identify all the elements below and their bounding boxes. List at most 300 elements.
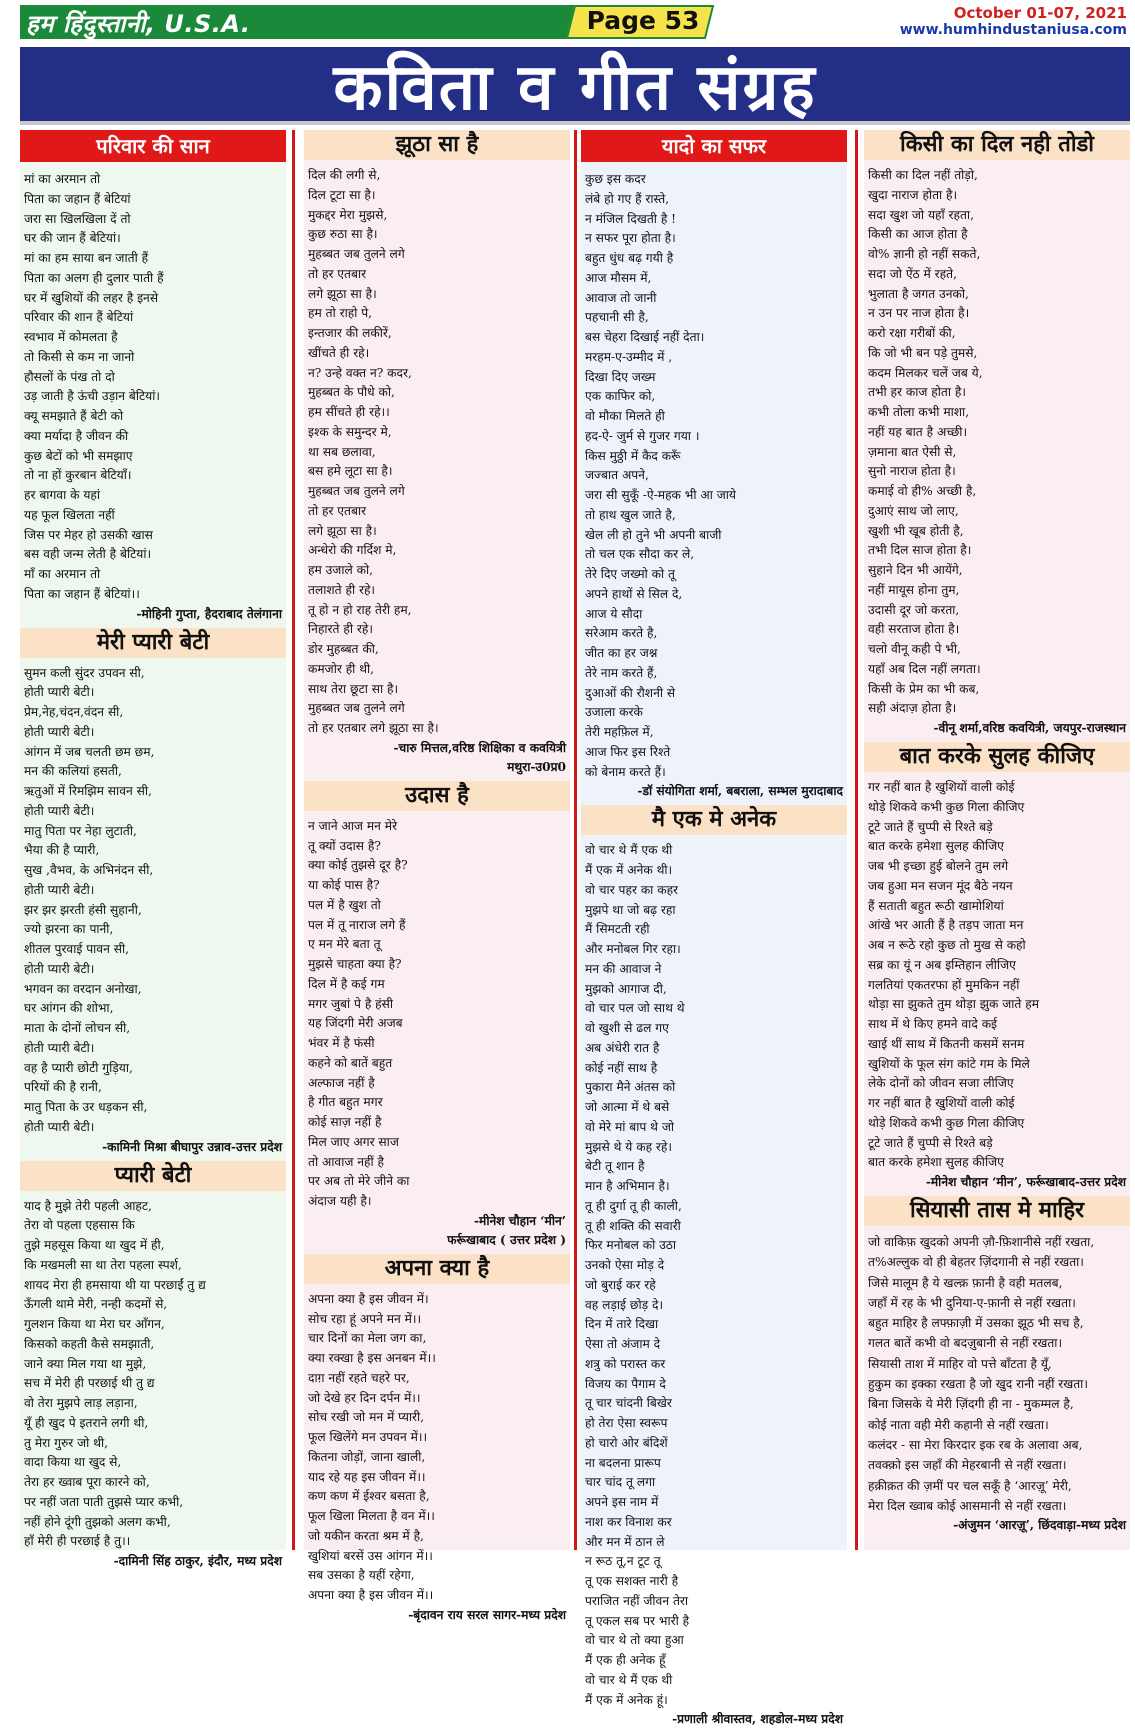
poem-line: वो मेरे मां बाप थे जो (585, 1119, 675, 1134)
poem-line: उड़ जाती है ऊंची उड़ान बेटियां। (24, 389, 161, 404)
poem-line: मुझसे चाहता क्या है? (308, 957, 402, 971)
poem-body (20, 1197, 286, 1553)
poem-line: चलो वीनू कही पे भी, (868, 642, 961, 656)
poem-line: तू ही शक्ति की सवारी (585, 1218, 681, 1233)
poem-body (864, 166, 1130, 719)
poem-line: अन्धेरो की गर्दिश मे, (308, 543, 397, 558)
poem-line: अपने हाथों से सिल दे, (585, 586, 683, 601)
poem-line: जीत का हर जश्न (585, 646, 658, 660)
poem-line: जज्बात अपने, (585, 468, 649, 483)
poem-line: फूल खिला मिलता है वन में।। (308, 1509, 435, 1523)
poem-line: गलत बातें कभी वो बदज़ुबानी से नहीं रखता। (868, 1336, 1063, 1351)
poem-line: बस हमे लूटा सा है। (308, 464, 393, 479)
poem-line: उदासी दूर जो करता, (868, 602, 960, 617)
poem-line: प्रेम,नेह,चंदन,वंदन सी, (24, 705, 124, 719)
poem-credit-place: फर्रूखाबाद ( उत्तर प्रदेश ) (447, 1232, 566, 1247)
poem-line: तू क्यों उदास है? (308, 838, 381, 853)
poem-line: कभी तोला कभी माशा, (868, 405, 970, 419)
poem-line: नहीं यह बात है अच्छी। (868, 424, 968, 439)
poem-line: गर नहीं बात है खुशियों वाली कोई (868, 1096, 1015, 1110)
poem-line: सुहाने दिन भी आयेंगे, (868, 563, 963, 577)
poem-line: तो चल एक सौदा कर ले, (585, 547, 695, 562)
poem-line: होती प्यारी बेटी। (24, 685, 95, 700)
poem-line: यह फूल खिलता नहीं (24, 507, 115, 522)
poem-line: तू एकल सब पर भारी है (585, 1613, 690, 1628)
poem-line: दिल की लगी से, (308, 168, 381, 182)
poem-line: हद-ऐ- जुर्म से गुजर गया । (585, 428, 700, 443)
poem-line: लगे झूठा सा है। (308, 523, 377, 538)
poem-line: होती प्यारी बेटी। (24, 1040, 95, 1055)
poem-line: सोच रखी जो मन में प्यारी, (308, 1410, 425, 1425)
poem-line: बहुत माहिर है लफ्फ़ाज़ी में उसका झूठ भी सच है, (868, 1316, 1084, 1331)
poem-line: न सफर पूरा होता है। (585, 231, 676, 246)
poem-line: खाई थीं साथ में कितनी कसमें सनम (868, 1036, 1025, 1051)
poem-line: दुआओं की रौशनी से (585, 685, 676, 700)
poem-credit: -कामिनी मिश्रा बीघापुर उन्नाव-उत्तर प्रदेश (102, 1139, 282, 1154)
poem-line: दिल टूटा सा है। (308, 187, 376, 202)
poem-body (864, 778, 1130, 1173)
column-1 (20, 130, 286, 1568)
poem-line: आज ये सौदा (585, 606, 643, 621)
poem-line: हुकुम का इक्का रखता है जो खुद रानी नहीं रखता। (868, 1377, 1088, 1392)
poem-line: माँ का अरमान तो (24, 567, 101, 581)
poem-line: किस मुठ्ठी में कैद करूँ (585, 448, 681, 463)
poem-body (581, 170, 847, 782)
poem-body (20, 170, 286, 605)
poem-credit: -बृंदावन राय सरल सागर-मध्य प्रदेश (408, 1607, 566, 1622)
poem-line: यहाँ अब दिल नहीं लगता। (868, 661, 981, 676)
poem-line: मां का अरमान तो (24, 172, 101, 186)
poem-line: परिवार की शान हैं बेटियां (24, 310, 134, 325)
poem-line: पुकारा मैने अंतस को (585, 1080, 676, 1095)
poem-line: किसी का दिल नहीं तोड़ो, (868, 168, 978, 182)
poem-line: ज़माना बात ऐसी से, (868, 444, 957, 459)
poem-line: पर नहीं जता पाती तुझसे प्यार कभी, (24, 1494, 184, 1509)
poem-line: शत्रु को परास्त कर (585, 1356, 666, 1371)
poem-line: लंबे हो गए हैं रास्ते, (585, 191, 670, 206)
poem-line: कोई नहीं साथ है (585, 1060, 658, 1075)
poem-line: को बेनाम करते हैं। (585, 764, 666, 779)
poem-line: वह है प्यारी छोटी गुड़िया, (24, 1060, 133, 1075)
poem-line: तो हर एतबार (308, 503, 367, 518)
poem-line: याद है मुझे तेरी पहली आहट, (24, 1198, 152, 1213)
poem-line: अपने इस नाम में (585, 1495, 659, 1509)
poem-line: जो बुराई कर रहे (585, 1277, 656, 1292)
poem-credit: -मीनेश चौहान ‘मीन’ (473, 1213, 566, 1228)
poem-line: वो तेरा मुझपे लाड़ लड़ाना, (24, 1396, 138, 1410)
poem-title: अपना क्या है (304, 1254, 570, 1284)
column-4 (864, 130, 1130, 1550)
poem-line: सियासी ताश में माहिर वो पत्ते बाँटता है यूँ, (868, 1356, 1052, 1371)
poem-title: सियासी तास मे माहिर (864, 1196, 1130, 1226)
poem-line: हर बागवा के यहां (24, 488, 101, 502)
poem-line: करो रक्षा गरीबों की, (868, 326, 956, 340)
poem-line: बहुत धुंध बढ़ गयी है (585, 251, 674, 265)
poem-line: एक काफिर को, (585, 389, 656, 404)
poem-line: साथ में थे किए हमने वादे कई (868, 1017, 998, 1031)
poem-line: क्या रक्खा है इस अनबन में।। (308, 1351, 436, 1365)
poem-credit: -दामिनी सिंह ठाकुर, इंदौर, मध्य प्रदेश (113, 1554, 282, 1568)
poem-line: मैं एक में अनेक थी। (585, 863, 673, 877)
poem-line: अपना क्या है इस जीवन में।। (308, 1588, 434, 1602)
poem-line: विजय का पैगाम दे (585, 1376, 666, 1391)
poem-line: सरेआम करते है, (585, 626, 658, 641)
poem-line: आंखे भर आती हैं है तड़प जाता मन (868, 918, 1024, 933)
poem-line: कुछ बेटों को भी समझाए (24, 448, 133, 463)
column-divider (292, 130, 295, 1550)
poem-line: कमजोर ही थी, (308, 661, 375, 676)
poem-line: फूल खिलेंगे मन उपवन में।। (308, 1430, 428, 1444)
poem-line: मुझपे था जो बढ़ रहा (585, 902, 676, 917)
poem-line: मुझको आगाज दी, (585, 981, 667, 996)
poem-line: जिसे मालूम है ये खल्क़ फ़ानी है वही मतलब, (868, 1275, 1063, 1290)
poem-line: दुआएं साथ जो लाए, (868, 503, 959, 518)
poem-line: सुमन कली सुंदर उपवन सी, (24, 665, 145, 680)
poem-line: मुहब्बत जब तुलने लगे (308, 484, 405, 498)
poem-line: यह जिंदगी मेरी अजब (308, 1016, 403, 1031)
poem-line: हम तो राहो पे, (308, 306, 373, 321)
poem-line: मैं एक में अनेक हूं। (585, 1692, 668, 1707)
poem-line: तो आवाज नहीं है (308, 1154, 385, 1169)
poem-line: वादा किया था खुद से, (24, 1455, 122, 1470)
poem-line: होती प्यारी बेटी। (24, 724, 95, 739)
poem-line: तू एक सशक्त नारी है (585, 1574, 679, 1588)
issue-date: October 01-07, 2021 (953, 4, 1127, 22)
poem-line: वही सरताज होता है। (868, 622, 960, 637)
poem-title: परिवार की सान (20, 130, 286, 162)
poem-line: वो चार पहर का कहर (585, 882, 679, 897)
poem-line: खुशियां बरसें उस आंगन में।। (308, 1548, 433, 1563)
poem-line: लेके दोनों को जीवन सजा लीजिए (868, 1076, 1014, 1091)
poem-line: गुलशन किया था मेरा घर आँगन, (24, 1317, 165, 1331)
poem-line: लगे झूठा सा है। (308, 286, 377, 301)
poem-line: दिखा दिए जख्म (585, 369, 656, 384)
poem-credit: -मोहिनी गुप्ता, हैदराबाद तेलंगाना (136, 606, 282, 621)
poem-line: ज्यो झरना का पानी, (24, 922, 114, 937)
poem-line: झर झर झरती हंसी सुहानी, (24, 902, 142, 917)
poem-line: हम सींचते ही रहे।। (308, 405, 390, 419)
poem-line: जो देखे हर दिन दर्पन में।। (308, 1390, 421, 1405)
column-divider (855, 130, 858, 1550)
poem-line: शीतल पुरवाई पावन सी, (24, 942, 129, 956)
poem-line: डोर मुहब्बत की, (308, 642, 379, 656)
poem-body (581, 841, 847, 1710)
poem-line: पिता का जहान हैं बेटियां।। (24, 586, 140, 601)
poem-line: गलतियां एकतरफा हों मुमकिन नहीं (868, 977, 1020, 992)
poem-line: मन की कलियां हसती, (24, 764, 122, 779)
poem-line: खुशी भी खूब होती है, (868, 523, 964, 538)
poem-line: आवाज तो जानी (585, 290, 657, 305)
poem-line: तलाशते ही रहे। (308, 582, 376, 597)
poem-title: उदास है (304, 781, 570, 811)
poem-line: सदा खुश जो यहाँ रहता, (868, 207, 974, 222)
poem-line: बस चेहरा दिखाई नहीं देता। (585, 330, 705, 344)
poem-line: वो चार थे तो क्या हुआ (585, 1633, 684, 1648)
poem-line: वह लड़ाई छोड़ दे। (585, 1297, 664, 1312)
column-2 (304, 130, 570, 1622)
poem-line: कदम मिलकर चलें जब ये, (868, 365, 983, 380)
poem-line: अंदाज यही है। (308, 1194, 372, 1208)
poem-line: खुशियों के फूल संग कांटे गम के मिले (868, 1056, 1030, 1071)
poem-line: न रूठ तू,न टूट तू (585, 1554, 661, 1569)
poem-line: ऊँगली थामे मेरी, नन्ही कदमों से, (24, 1297, 168, 1312)
section-title: कविता व गीत संग्रह (333, 50, 817, 125)
poem-line: चार चांद तू लगा (585, 1475, 656, 1490)
poem-line: भैया की है प्यारी, (24, 843, 100, 858)
poem-line: कुछ इस कदर (585, 172, 646, 186)
poem-line: दाग़ नहीं रहते चहरे पर, (308, 1370, 410, 1385)
poem-line: होती प्यारी बेटी। (24, 803, 95, 818)
poem-line: तेरे नाम करते हैं, (585, 665, 658, 680)
poem-line: पिता का अलग ही दुलार पाती हैं (24, 270, 164, 285)
poem-line: खुदा नाराज होता है। (868, 187, 958, 202)
poem-line: पहचानी सी है, (585, 310, 649, 325)
poem-line: तभी दिल साज होता है। (868, 543, 972, 558)
poem-line: याद रहे यह इस जीवन में।। (308, 1469, 426, 1484)
website-link[interactable]: www.humhindustaniusa.com (899, 22, 1127, 38)
poem-line: आज फिर इस रिश्ते (585, 744, 671, 759)
poem-line: कोई साज़ नहीं है (308, 1115, 382, 1129)
poem-line: मेरा दिल ख्वाब कोई आसमानी से नहीं रखता। (868, 1498, 1067, 1513)
poem-line: मगर जुबां पे है हंसी (308, 996, 394, 1011)
poem-line: तेरा वो पहला एहसास कि (24, 1218, 135, 1233)
poem-credit: -डॉ संयोगिता शर्मा, बबराला, सम्भल मुरादाबाद (637, 784, 843, 799)
poem-line: न जाने आज मन मेरे (308, 818, 398, 833)
poem-line: मिल जाए अगर साज (308, 1134, 399, 1149)
poem-title: झूठा सा है (304, 130, 570, 160)
poem-line: सदा जो ऐंठ में रहते, (868, 266, 957, 281)
poem-line: तवक्क़ो इस जहाँ की मेहरबानी से नहीं रखता। (868, 1458, 1067, 1473)
poem-line: मातु पिता के उर धड़कन सी, (24, 1100, 148, 1114)
poem-credit: -चारु मित्तल,वरिष्ठ शिक्षिका व कवयित्री (393, 740, 566, 755)
poem-line: किसी के प्रेम का भी कब, (868, 681, 980, 696)
poem-line: दिल में है कई गम (308, 976, 385, 991)
poem-line: भगवन का वरदान अनोखा, (24, 981, 142, 996)
poem-line: जब हुआ मन सजन मूंद बैठे नयन (868, 878, 1013, 893)
poem-title: किसी का दिल नही तोडो (864, 130, 1130, 160)
poem-line: शायद मेरा ही हमसाया थी या परछाईं तु द्य (24, 1277, 206, 1292)
poem-line: मुकद्दर मेरा मुझसे, (308, 207, 388, 222)
poem-credit: -अंजुमन ‘आरज़ू’, छिंदवाड़ा-मध्य प्रदेश (953, 1518, 1126, 1533)
poem-line: तेरी महफ़िल में, (585, 725, 654, 739)
poem-line: और मनोबल गिर रहा। (585, 942, 681, 956)
poem-line: बात करके हमेशा सुलह कीजिए (868, 839, 1004, 854)
poem-line: थोड़े शिकवे कभी कुछ गिला कीजिए (868, 1115, 1025, 1130)
poem-credit: -वीनू शर्मा,वरिष्ठ कवयित्री, जयपुर-राजस्थान (933, 721, 1126, 735)
poem-line: यूँ ही खुद पे इतराने लगी थी, (24, 1415, 149, 1430)
poem-line: ऋतुओं में रिमझिम सावन सी, (24, 784, 152, 798)
poem-line: तो हर एतबार (308, 266, 367, 281)
poem-line: टूटे जाते हैं चुप्पी से रिश्ते बड़े (868, 1135, 993, 1150)
poem-title: प्यारी बेटी (20, 1161, 286, 1191)
poem-line: बिना जिसके ये मेरी ज़िंदगी ही ना - मुकम्मल है, (868, 1397, 1074, 1412)
poem-line: बस वही जन्म लेती है बेटियां। (24, 547, 152, 562)
poem-line: तो हर एतबार लगे झूठा सा है। (308, 721, 439, 735)
poem-line: घर की जान हैं बेटियां। (24, 231, 121, 246)
poem-line: वो चार पल जो साथ थे (585, 1001, 685, 1016)
poem-line: न मंजिल दिखती है ! (585, 211, 677, 226)
poem-line: कोई नाता वही मेरी कहानी से नहीं रखता। (868, 1417, 1049, 1432)
poem-line: होती प्यारी बेटी। (24, 882, 95, 897)
poem-line: किसी का आज होता है (868, 227, 968, 242)
poem-line: क्यू समझाते हैं बेटी को (24, 409, 124, 423)
poem-line: जब भी इच्छा हुई बोलने तुम लगे (868, 859, 1009, 873)
poem-line: है गीत बहुत मगर (308, 1095, 383, 1110)
poem-line: मुहब्बत जब तुलने लगे (308, 701, 405, 716)
poem-line: चार दिनों का मेला जग का, (308, 1331, 427, 1346)
poem-line: ऐसा तो अंजाम दे (585, 1337, 661, 1351)
column-divider (574, 130, 577, 1550)
poem-line: घर आंगन की शोभा, (24, 1001, 114, 1016)
masthead (0, 0, 1135, 44)
poem-line: हौसलों के पंख तो दो (24, 369, 115, 384)
poem-line: क्या मर्यादा है जीवन की (24, 428, 129, 443)
poem-line: माता के दोनों लोचन सी, (24, 1021, 131, 1035)
poem-line: अल्फाज नहीं है (308, 1075, 375, 1090)
poem-line: मैं एक ही अनेक हूँ (585, 1653, 666, 1667)
poem-line: सोच रहा हूं अपने मन में।। (308, 1311, 422, 1326)
poem-line: और मन में ठान ले (585, 1534, 665, 1549)
poem-line: मुहब्बत के पौधे को, (308, 385, 395, 400)
poem-line: तू ही दुर्गा तू ही काली, (585, 1198, 682, 1213)
poem-line: टूटे जाते हैं चुप्पी से रिश्ते बड़े (868, 819, 993, 834)
poem-line: हैं सताती बहुत रूठी खामोशियां (868, 898, 1004, 913)
poem-line: सब्र का यूं न अब इम्तिहान लीजिए (868, 957, 1016, 972)
poem-line: सच में मेरी ही परछाई थी तु द्य (24, 1376, 155, 1391)
poem-line: कि जो भी बन पड़े तुमसे, (868, 345, 978, 360)
poem-title: यादो का सफर (581, 130, 847, 162)
poem-line: बेटी तू शान है (585, 1159, 645, 1174)
poem-line: पल में है खुश तो (308, 897, 381, 912)
poem-line: खींचते ही रहे। (308, 345, 370, 360)
poem-line: सुनो नाराज होता है। (868, 464, 956, 479)
newspaper-name: हम हिंदुस्तानी, U.S.A. (26, 10, 251, 38)
poem-line: जाने क्या मिल गया था मुझे, (24, 1356, 147, 1371)
poem-line: कलंदर - सा मेरा किरदार इक रब के अलावा अब, (868, 1437, 1083, 1452)
poem-title: मै एक मे अनेक (581, 805, 847, 835)
poem-line: कि मखमली सा था तेरा पहला स्पर्श, (24, 1257, 182, 1272)
poem-line: पराजित नहीं जीवन तेरा (585, 1593, 689, 1608)
poem-line: किसको कहती कैसे समझाती, (24, 1336, 155, 1351)
poem-line: न उन पर नाज होता है। (868, 306, 970, 321)
page-number: Page 53 (586, 6, 700, 35)
poem-line: मां का हम साया बन जाती हैं (24, 251, 149, 265)
poem-line: पर अब तो मेरे जीने का (308, 1174, 410, 1189)
poem-line: सुख ,वैभव, के अभिनंदन सी, (24, 863, 154, 877)
poem-body (20, 664, 286, 1138)
poem-line: बात करके हमेशा सुलह कीजिए (868, 1155, 1004, 1170)
poem-line: जहाँ में रह के भी दुनिया-ए-फ़ानी से नहीं रखता। (868, 1295, 1076, 1310)
poem-line: दिन में तारे दिखा (585, 1317, 659, 1332)
poem-line: खेल ली हो तुने भी अपनी बाजी (585, 527, 722, 542)
poem-line: वो चार थे मैं एक थी (585, 1672, 673, 1687)
poem-line: आंगन में जब चलती छम छम, (24, 744, 155, 759)
poem-line: नहीं मायूस होना तुम, (868, 582, 960, 597)
poem-line: इन्तजार की लकीरें, (308, 326, 392, 340)
poem-line: सही अंदाज़ होता है। (868, 701, 957, 716)
poem-line: वो मौका मिलते ही (585, 409, 665, 423)
poem-line: हम उजाले को, (308, 563, 374, 577)
poem-line: त%अल्लुक वो ही बेहतर ज़िंदगानी से नहीं रखता। (868, 1255, 1084, 1270)
poem-line: स्वभाव में कोमलता है (24, 330, 118, 344)
poem-line: निहारते ही रहे। (308, 622, 373, 637)
poem-line: तो किसी से कम ना जानो (24, 349, 135, 364)
poem-line: ए मन मेरे बता तू (308, 937, 381, 952)
poem-line: होती प्यारी बेटी। (24, 1119, 95, 1134)
poem-line: उनको ऐसा मोड़ दे (585, 1258, 665, 1272)
poem-line: नाश कर विनाश कर (585, 1514, 672, 1529)
poem-line: जो आत्मा में थे बसे (585, 1100, 670, 1114)
poem-line: जो वाकिफ़ खुदको अपनी ज़ौ-फ़िशानीसे नहीं रखता, (868, 1235, 1095, 1249)
poem-line: आज मौसम में, (585, 270, 652, 285)
poem-line: मुहब्बत जब तुलने लगे (308, 247, 405, 261)
poem-line: पिता का जहान हैं बेटियां (24, 191, 131, 206)
poem-line: हाँ मेरी ही परछाई है तु।। (24, 1534, 131, 1549)
poem-line: होती प्यारी बेटी। (24, 961, 95, 976)
poem-line: तू हो न हो राह तेरी हम, (308, 602, 412, 617)
poem-line: ना बदलना प्रारूप (585, 1455, 661, 1470)
poem-line: पल में तू नाराज लगे हैं (308, 917, 406, 932)
poem-line: उजाला करके (585, 705, 643, 720)
poem-line: क्या कोई तुझसे दूर है? (308, 858, 408, 873)
poem-line: मातु पिता पर नेहा लुटाती, (24, 823, 137, 838)
poem-line: घर में खुशियों की लहर है इनसे (24, 290, 159, 305)
section-banner (20, 47, 1130, 125)
poem-line: वो चार थे मैं एक थी (585, 843, 673, 858)
poem-line: हो चारो ओर बंदिशें (585, 1435, 668, 1450)
poem-body (864, 1232, 1130, 1516)
poem-credit-place: मथुरा-उ0प्र0 (507, 759, 566, 774)
poem-line: अब अंधेरी रात है (585, 1040, 660, 1055)
poem-body (304, 1290, 570, 1606)
poem-line: हो तेरा ऐसा स्वरूप (585, 1416, 668, 1430)
poem-line: कमाई वो ही% अच्छी है, (868, 484, 977, 498)
poem-line: तो हाथ खुल जाते है, (585, 507, 676, 522)
poem-line: तू चार चांदनी बिखेर (585, 1396, 672, 1411)
poem-credit: -प्रणाली श्रीवास्तव, शहडोल-मध्य प्रदेश (672, 1712, 843, 1727)
poem-line: मान है अभिमान है। (585, 1179, 670, 1193)
poem-line: तेरा हर ख्वाब पूरा कारने को, (24, 1475, 150, 1489)
poem-line: जिस पर मेहर हो उसकी खास (24, 527, 153, 542)
poem-line: मन की आवाज ने (585, 961, 662, 976)
poem-line: था सब छलावा, (308, 444, 376, 459)
poem-line: मैं सिमटती रही (585, 922, 650, 937)
poem-body (304, 817, 570, 1212)
poem-line: सब उसका है यहीं रहेगा, (308, 1568, 415, 1583)
poem-body (304, 166, 570, 739)
poem-line: वो खुशी से ढल गए (585, 1021, 669, 1035)
poem-line: वो% ज्ञानी हो नहीं सकते, (868, 247, 981, 261)
poem-line: तुझे महसूस किया था खुद में ही, (24, 1238, 165, 1252)
poem-line: तु मेरा गुरुर जो थी, (24, 1435, 109, 1450)
poem-line: हक़ीक़त की ज़मीं पर चल सकूँ है ‘आरज़ू’ मेरी, (868, 1478, 1072, 1493)
poem-line: जरा सी सुकूँ -ऐ-महक भी आ जाये (585, 488, 736, 502)
poem-line: तेरे दिए जख्मो को तू (585, 567, 675, 581)
poem-title: मेरी प्यारी बेटी (20, 628, 286, 658)
poem-credit: -मीनेश चौहान ‘मीन’, फर्रूखाबाद-उत्तर प्रदेश (925, 1175, 1126, 1189)
poem-line: कण कण में ईश्वर बसता है, (308, 1489, 430, 1504)
poem-line: कितना जोड़ों, जाना खाली, (308, 1449, 426, 1464)
poem-line: फिर मनोबल को उठा (585, 1238, 677, 1253)
poem-line: कहने को बातें बहुत (308, 1055, 393, 1070)
poem-line: परियों की है रानी, (24, 1080, 102, 1095)
poem-line: नहीं होने दूंगी तुझको अलग कभी, (24, 1514, 171, 1529)
poem-line: इश्क के समुन्दर मे, (308, 424, 392, 439)
poem-title: बात करके सुलह कीजिए (864, 742, 1130, 772)
poem-line: मरहम-ए-उम्मीद में , (585, 349, 673, 364)
poem-line: कुछ रुठा सा है। (308, 227, 378, 242)
poem-line: थोड़े शिकवे कभी कुछ गिला कीजिए (868, 799, 1025, 814)
